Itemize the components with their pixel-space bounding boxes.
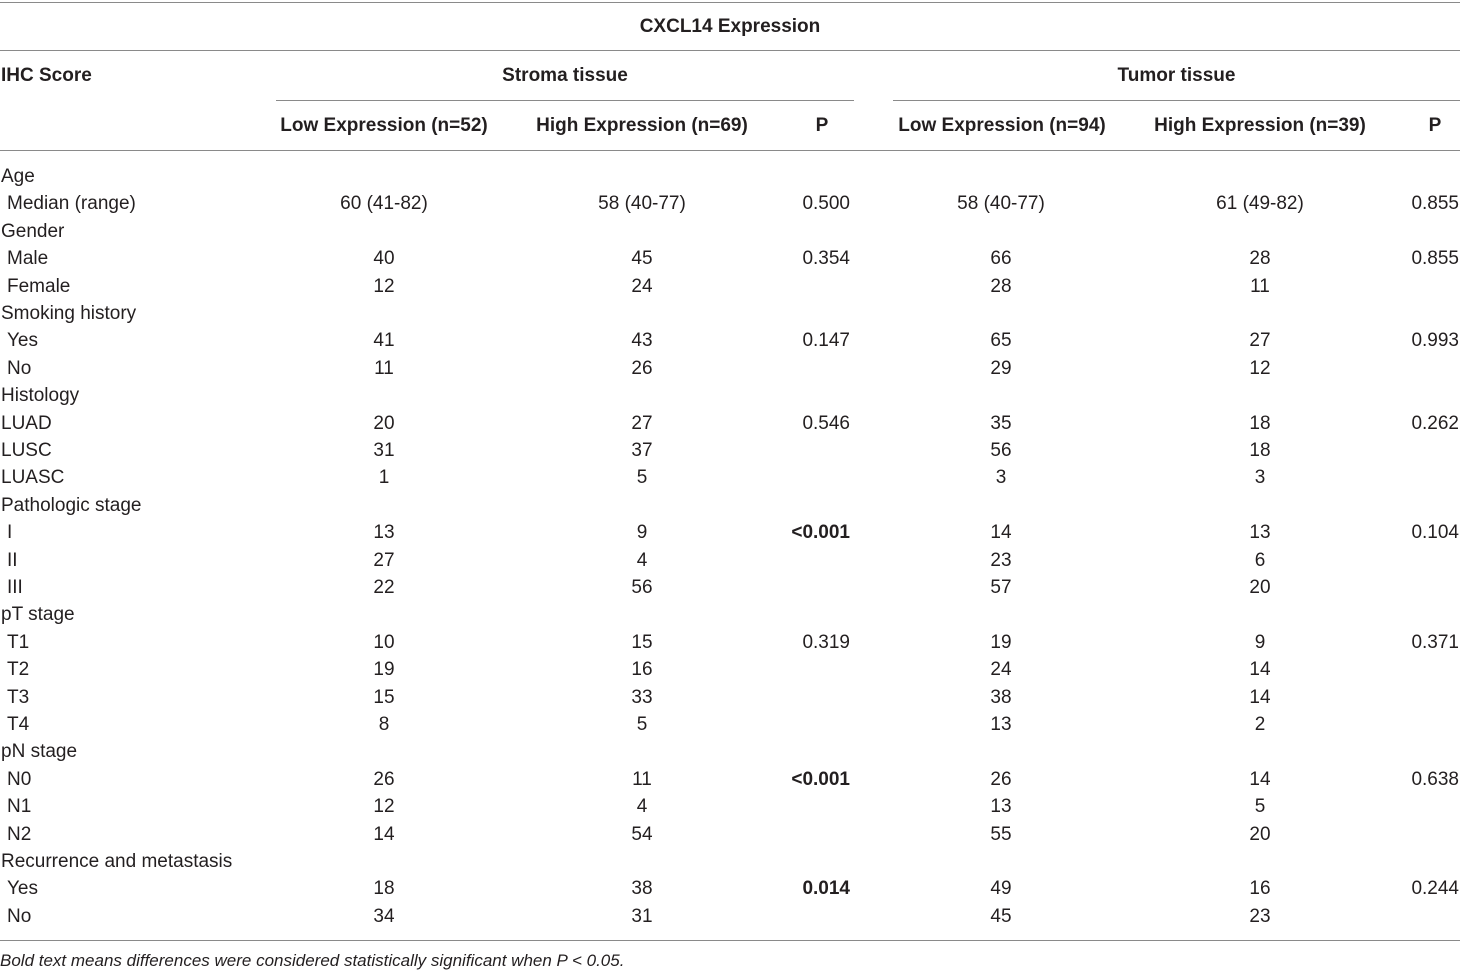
table-row xyxy=(0,190,1460,217)
stroma-low-cell xyxy=(276,848,492,875)
stroma-low-cell xyxy=(276,300,492,327)
tumor-high-cell: 23 xyxy=(1249,905,1271,927)
table-title: CXCL14 Expression xyxy=(639,16,821,37)
table-row xyxy=(0,218,1460,245)
tumor-high-cell: 18 xyxy=(1249,412,1271,434)
stroma-low-cell: 13 xyxy=(373,522,395,544)
tumor-high-cell xyxy=(1148,738,1372,765)
stroma-high-cell: 45 xyxy=(631,248,653,270)
tumor-p-cell: 0.855 xyxy=(1411,248,1459,270)
tumor-low-cell: 66 xyxy=(990,248,1012,270)
table-row xyxy=(0,410,1460,437)
stroma-low-cell: 26 xyxy=(373,768,395,790)
stroma-p-cell xyxy=(780,601,850,628)
table-row xyxy=(0,547,1460,574)
tumor-p-cell xyxy=(1390,738,1459,765)
tumor-low-cell xyxy=(893,848,1109,875)
table-top-rule xyxy=(0,2,1460,3)
stroma-p-cell xyxy=(780,218,850,245)
tumor-low-cell xyxy=(893,601,1109,628)
table-row xyxy=(0,464,1460,491)
table-row xyxy=(0,656,1460,683)
tumor-high-cell: 61 (49-82) xyxy=(1216,193,1304,215)
tumor-p-cell xyxy=(1390,300,1459,327)
stroma-p-cell xyxy=(780,711,850,738)
stroma-high-cell: 37 xyxy=(631,440,653,461)
row-label: T3 xyxy=(7,686,30,708)
tumor-low-cell: 14 xyxy=(990,522,1012,544)
stroma-low-cell xyxy=(276,382,492,409)
tumor-low-cell: 24 xyxy=(990,659,1012,681)
stroma-high-cell: 15 xyxy=(631,631,653,653)
table-row xyxy=(0,437,1460,464)
stroma-low-cell: 31 xyxy=(373,440,395,461)
tumor-low-cell: 28 xyxy=(990,275,1012,297)
tumor-p-cell xyxy=(1390,382,1459,409)
table-row xyxy=(0,629,1460,656)
tumor-p-cell: 0.104 xyxy=(1411,522,1459,544)
tumor-p-cell xyxy=(1390,464,1459,491)
tumor-low-cell xyxy=(893,738,1109,765)
stroma-low-cell xyxy=(276,601,492,628)
stroma-high-cell: 33 xyxy=(631,686,653,708)
stroma-group-label: Stroma tissue xyxy=(502,65,628,86)
stroma-low-cell: 60 (41-82) xyxy=(340,193,428,215)
tumor-low-cell: 19 xyxy=(990,631,1012,653)
stroma-low-cell: 22 xyxy=(373,577,395,598)
stroma-low-cell: 10 xyxy=(373,631,395,653)
row-label: Histology xyxy=(1,385,80,407)
stroma-p-cell xyxy=(780,382,850,409)
row-label: No xyxy=(7,905,32,927)
tumor-high-cell: 2 xyxy=(1254,714,1266,735)
stroma-p-cell xyxy=(780,821,850,848)
tumor-low-cell: 55 xyxy=(990,823,1012,845)
row-label: N0 xyxy=(7,768,32,790)
row-label: Median (range) xyxy=(7,193,136,215)
tumor-low-cell xyxy=(893,492,1109,519)
tumor-low-cell: 58 (40-77) xyxy=(957,193,1045,215)
row-label: LUSC xyxy=(1,440,52,461)
stroma-p-cell xyxy=(780,903,850,930)
table-row xyxy=(0,300,1460,327)
row-label: LUAD xyxy=(1,412,52,434)
tumor-high-cell: 18 xyxy=(1249,440,1271,461)
table-row xyxy=(0,245,1460,272)
table-row xyxy=(0,738,1460,765)
stroma-p-cell xyxy=(780,300,850,327)
tumor-low-cell: 57 xyxy=(990,577,1012,598)
stroma-high-cell: 43 xyxy=(631,330,653,352)
row-label: Yes xyxy=(7,878,38,900)
row-label: Smoking history xyxy=(1,303,137,324)
stroma-low-cell: 12 xyxy=(373,275,395,297)
tumor-p-cell: 0.993 xyxy=(1411,330,1459,352)
tumor-p-cell xyxy=(1390,903,1459,930)
row-label: T4 xyxy=(7,714,30,735)
stroma-low-cell: 27 xyxy=(373,549,395,571)
tumor-p-cell: 0.855 xyxy=(1411,193,1459,215)
tumor-high-cell xyxy=(1148,163,1372,190)
tumor-low-cell: 45 xyxy=(990,905,1012,927)
tumor-low-cell: 38 xyxy=(990,686,1012,708)
stroma-high-cell xyxy=(530,218,754,245)
tumor-high-cell: 12 xyxy=(1249,357,1271,379)
stroma-p-cell xyxy=(780,793,850,820)
tumor-p-cell xyxy=(1390,574,1459,601)
tumor-p-cell xyxy=(1390,793,1459,820)
table-row xyxy=(0,327,1460,354)
table-row xyxy=(0,848,1460,875)
tumor-low-cell xyxy=(893,382,1109,409)
tumor-p-cell xyxy=(1390,656,1459,683)
stroma-high-cell: 54 xyxy=(631,823,653,845)
tumor-p-cell xyxy=(1390,848,1459,875)
stroma-high-cell xyxy=(530,300,754,327)
stroma-p-cell xyxy=(780,437,850,464)
table-row xyxy=(0,163,1460,190)
table-bottom-rule xyxy=(0,940,1460,941)
tumor-high-cell: 11 xyxy=(1250,275,1270,297)
stroma-p-cell xyxy=(780,684,850,711)
stroma-low-cell xyxy=(276,738,492,765)
stroma-p-cell xyxy=(780,273,850,300)
stroma-low-cell: 18 xyxy=(373,878,395,900)
tumor-p-cell: 0.244 xyxy=(1411,878,1459,900)
tumor-p-cell xyxy=(1390,684,1459,711)
stroma-p-cell xyxy=(780,656,850,683)
row-label: T1 xyxy=(7,631,30,653)
stroma-high-cell: 5 xyxy=(636,714,648,735)
stroma-p-cell: 0.546 xyxy=(802,412,850,434)
row-label: T2 xyxy=(7,659,30,681)
stroma-low-cell: 40 xyxy=(373,248,395,270)
stroma-p-cell xyxy=(780,547,850,574)
stroma-high-cell: 31 xyxy=(631,905,653,927)
table-row xyxy=(0,492,1460,519)
tumor-low-cell: 3 xyxy=(995,467,1007,489)
row-label: N2 xyxy=(7,823,32,845)
tumor-high-cell: 20 xyxy=(1249,577,1271,598)
stroma-p-header: P xyxy=(815,115,829,136)
tumor-high-cell: 14 xyxy=(1249,659,1271,681)
stroma-high-cell: 11 xyxy=(632,768,652,790)
stroma-low-cell: 34 xyxy=(373,905,395,927)
stroma-high-cell xyxy=(530,382,754,409)
stroma-p-cell: <0.001 xyxy=(791,768,850,790)
row-label: Female xyxy=(7,275,71,297)
table-row xyxy=(0,574,1460,601)
tumor-low-cell xyxy=(893,218,1109,245)
tumor-p-cell xyxy=(1390,821,1459,848)
row-label: Yes xyxy=(7,330,38,352)
tumor-high-cell xyxy=(1148,848,1372,875)
tumor-low-cell: 13 xyxy=(990,796,1012,818)
stroma-p-cell: <0.001 xyxy=(791,522,850,544)
stroma-low-cell: 1 xyxy=(378,467,390,489)
stroma-low-cell: 15 xyxy=(373,686,395,708)
tumor-low-cell: 23 xyxy=(990,549,1012,571)
tumor-high-cell xyxy=(1148,382,1372,409)
tumor-high-cell: 9 xyxy=(1254,631,1266,653)
tumor-high-cell xyxy=(1148,300,1372,327)
tumor-p-cell xyxy=(1390,163,1459,190)
tumor-p-cell xyxy=(1390,273,1459,300)
title-bottom-rule xyxy=(0,50,1460,51)
stroma-high-cell: 9 xyxy=(636,522,648,544)
stroma-high-cell: 38 xyxy=(631,878,653,900)
tumor-high-cell xyxy=(1148,492,1372,519)
stroma-high-cell: 27 xyxy=(631,412,653,434)
header-bottom-rule xyxy=(0,150,1460,151)
stroma-group-rule xyxy=(276,100,854,101)
tumor-p-cell xyxy=(1390,355,1459,382)
row-label: Recurrence and metastasis xyxy=(1,851,233,872)
row-label: Age xyxy=(1,166,35,187)
stroma-low-header: Low Expression (n=52) xyxy=(280,115,488,136)
row-label: I xyxy=(7,522,13,544)
tumor-low-cell: 26 xyxy=(990,768,1012,790)
table-row xyxy=(0,711,1460,738)
stroma-p-cell xyxy=(780,464,850,491)
stroma-p-cell: 0.354 xyxy=(802,248,850,270)
row-label: LUASC xyxy=(1,467,65,489)
tumor-high-cell: 13 xyxy=(1249,522,1271,544)
tumor-low-cell: 13 xyxy=(990,714,1012,735)
stroma-low-cell: 14 xyxy=(373,823,395,845)
tumor-high-cell: 28 xyxy=(1249,248,1271,270)
stroma-p-cell: 0.500 xyxy=(802,193,850,215)
row-label: No xyxy=(7,357,32,379)
stroma-p-cell xyxy=(780,163,850,190)
tumor-high-cell: 27 xyxy=(1249,330,1271,352)
stroma-high-cell: 56 xyxy=(631,577,653,598)
stroma-p-cell xyxy=(780,738,850,765)
row-label: III xyxy=(7,577,23,598)
stroma-high-cell: 26 xyxy=(631,357,653,379)
stroma-p-cell: 0.147 xyxy=(802,330,850,352)
tumor-p-cell xyxy=(1390,547,1459,574)
tumor-high-cell: 14 xyxy=(1249,686,1271,708)
stroma-low-cell: 12 xyxy=(373,796,395,818)
tumor-high-cell xyxy=(1148,601,1372,628)
tumor-low-cell xyxy=(893,163,1109,190)
tumor-group-label: Tumor tissue xyxy=(1117,65,1236,86)
table-row xyxy=(0,793,1460,820)
stroma-low-cell xyxy=(276,218,492,245)
tumor-high-header: High Expression (n=39) xyxy=(1154,115,1366,136)
stroma-p-cell: 0.014 xyxy=(802,878,850,900)
stroma-low-cell: 20 xyxy=(373,412,395,434)
table-row xyxy=(0,903,1460,930)
stroma-low-cell: 8 xyxy=(378,714,390,735)
row-label: II xyxy=(7,549,18,571)
table-row xyxy=(0,273,1460,300)
stroma-high-cell xyxy=(530,601,754,628)
tumor-low-cell: 29 xyxy=(990,357,1012,379)
tumor-p-cell: 0.638 xyxy=(1411,768,1459,790)
tumor-p-cell: 0.262 xyxy=(1411,412,1459,434)
stroma-high-cell xyxy=(530,163,754,190)
tumor-high-cell: 3 xyxy=(1254,467,1266,489)
tumor-high-cell: 14 xyxy=(1249,768,1271,790)
stroma-high-cell: 24 xyxy=(631,275,653,297)
table-row xyxy=(0,382,1460,409)
stroma-high-cell: 16 xyxy=(631,659,653,681)
stroma-low-cell xyxy=(276,492,492,519)
tumor-low-cell: 65 xyxy=(990,330,1012,352)
stroma-high-cell xyxy=(530,492,754,519)
stroma-low-cell: 41 xyxy=(373,330,395,352)
tumor-high-cell: 20 xyxy=(1249,823,1271,845)
table-row xyxy=(0,766,1460,793)
tumor-low-cell xyxy=(893,300,1109,327)
stroma-p-cell xyxy=(780,492,850,519)
tumor-p-cell: 0.371 xyxy=(1411,631,1459,653)
stroma-high-cell: 5 xyxy=(636,467,648,489)
stroma-low-cell xyxy=(276,163,492,190)
stroma-p-cell xyxy=(780,848,850,875)
row-header-label: IHC Score xyxy=(1,65,92,86)
tumor-low-cell: 35 xyxy=(990,412,1012,434)
tumor-low-cell: 56 xyxy=(990,440,1012,461)
tumor-p-cell xyxy=(1390,492,1459,519)
tumor-group-rule xyxy=(893,100,1460,101)
tumor-high-cell: 16 xyxy=(1249,878,1271,900)
tumor-p-cell xyxy=(1390,601,1459,628)
tumor-p-cell xyxy=(1390,437,1459,464)
stroma-low-cell: 11 xyxy=(374,357,394,379)
row-label: pN stage xyxy=(1,741,78,763)
stroma-high-cell: 58 (40-77) xyxy=(598,193,686,215)
stroma-p-cell xyxy=(780,355,850,382)
table-footnote: Bold text means differences were considered statistically significant when P < 0.05. xyxy=(0,951,625,970)
stroma-high-cell: 4 xyxy=(636,549,648,571)
table-row xyxy=(0,684,1460,711)
tumor-low-cell: 49 xyxy=(990,878,1012,900)
stroma-high-cell: 4 xyxy=(636,796,648,818)
tumor-low-header: Low Expression (n=94) xyxy=(898,115,1106,136)
table-row xyxy=(0,821,1460,848)
stroma-high-header: High Expression (n=69) xyxy=(536,115,748,136)
stroma-high-cell xyxy=(530,848,754,875)
tumor-p-header: P xyxy=(1428,115,1442,136)
row-label: Pathologic stage xyxy=(1,494,142,516)
tumor-p-cell xyxy=(1390,711,1459,738)
table-row xyxy=(0,875,1460,902)
row-label: Gender xyxy=(1,220,65,242)
tumor-high-cell: 5 xyxy=(1254,796,1266,818)
stroma-high-cell xyxy=(530,738,754,765)
row-label: pT stage xyxy=(1,604,75,626)
tumor-high-cell: 6 xyxy=(1254,549,1266,571)
tumor-high-cell xyxy=(1148,218,1372,245)
tumor-p-cell xyxy=(1390,218,1459,245)
row-label: Male xyxy=(7,248,49,270)
stroma-p-cell xyxy=(780,574,850,601)
table-row xyxy=(0,519,1460,546)
stroma-p-cell: 0.319 xyxy=(802,631,850,653)
table-row xyxy=(0,355,1460,382)
stroma-low-cell: 19 xyxy=(373,659,395,681)
table-row xyxy=(0,601,1460,628)
row-label: N1 xyxy=(7,796,32,818)
